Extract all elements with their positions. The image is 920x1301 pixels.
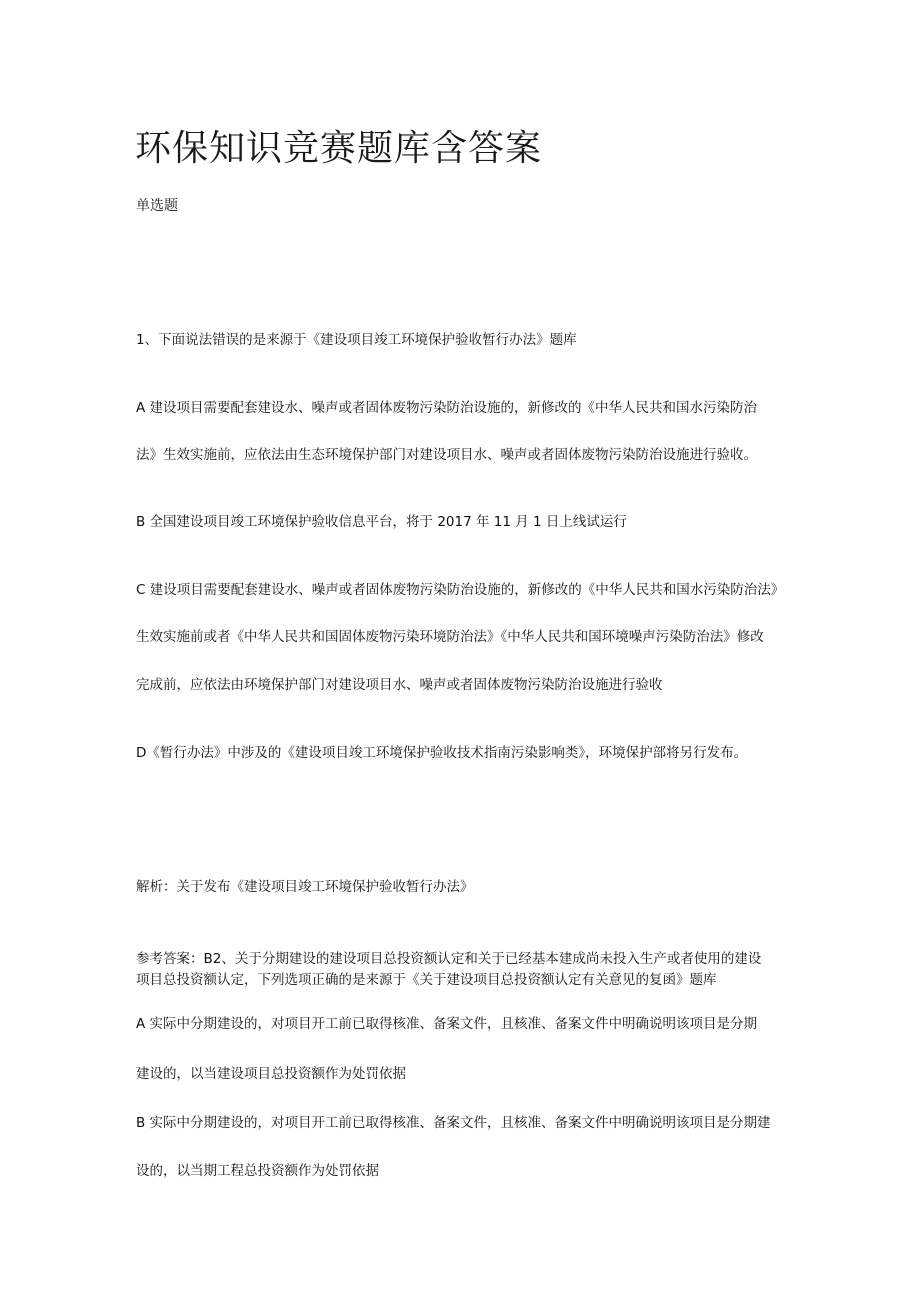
question-1-option-d: D《暂行办法》中涉及的《建设项目竣工环境保护验收技术指南污染影响类》，环境保护部将另行发布。 [136,745,748,761]
question-1-option-c-line-1: C 建设项目需要配套建设水、噪声或者固体废物污染防治设施的，新修改的《中华人民共和国水污染防治法》 [136,582,785,598]
question-1-option-a-line-2: 法》生效实施前，应依法由生态环境保护部门对建设项目水、噪声或者固体废物污染防治设施进行验收。 [136,447,757,463]
question-1-option-c-line-2: 生效实施前或者《中华人民共和国固体废物污染环境防治法》《中华人民共和国环境噪声污染防治法》修改 [136,629,764,645]
question-1-stem: 1、下面说法错误的是来源于《建设项目竣工环境保护验收暂行办法》题库 [136,332,577,348]
question-2-stem-line-2: 项目总投资额认定，下列选项正确的是来源于《关于建设项目总投资额认定有关意见的复函》题库 [136,972,717,988]
question-2-stem-line-1: 参考答案：B2、关于分期建设的建设项目总投资额认定和关于已经基本建成尚未投入生产或者使用的建设 [136,951,762,967]
document-title: 环保知识竞赛题库含答案 [135,128,543,169]
question-1-option-a-line-1: A 建设项目需要配套建设水、噪声或者固体废物污染防治设施的，新修改的《中华人民共和国水污染防治 [136,400,758,416]
question-1-analysis: 解析：关于发布《建设项目竣工环境保护验收暂行办法》 [136,879,474,895]
section-label: 单选题 [136,198,178,214]
question-2-option-b-line-1: B 实际中分期建设的，对项目开工前已取得核准、备案文件，且核准、备案文件中明确说明该项目是分期建 [136,1115,771,1131]
question-2-option-b-line-2: 设的，以当期工程总投资额作为处罚依据 [136,1163,379,1179]
question-2-option-a-line-1: A 实际中分期建设的，对项目开工前已取得核准、备案文件，且核准、备案文件中明确说明该项目是分期 [136,1016,758,1032]
question-1-option-c-line-3: 完成前，应依法由环境保护部门对建设项目水、噪声或者固体废物污染防治设施进行验收 [136,677,663,693]
question-2-option-a-line-2: 建设的，以当建设项目总投资额作为处罚依据 [136,1066,406,1082]
question-1-option-b: B 全国建设项目竣工环境保护验收信息平台，将于 2017 年 11 月 1 日上线试运行 [136,514,627,530]
